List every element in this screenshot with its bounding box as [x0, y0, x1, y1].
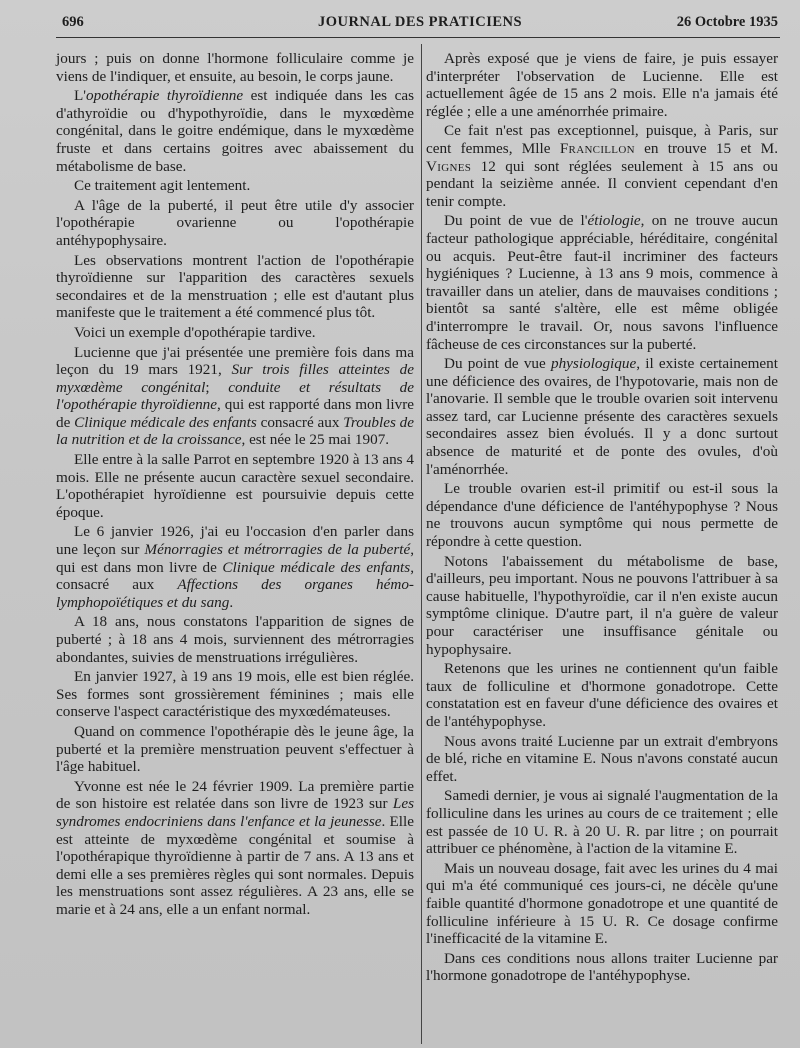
text-run: , est née le 25 mai 1907.	[241, 431, 390, 449]
paragraph: Les observations montrent l'action de l'opothérapie thyroïdienne sur l'apparition des caractères sexuels secondaires et de la menstruation ; elle est d'autant plus manifeste que le traitement a été commencé plus tôt.	[56, 251, 414, 322]
author-name: Vignes	[426, 157, 472, 175]
text-run: 12 qui sont réglées seulement à 15 ans ou pendant la seizième année. Il convient cependant d'en tenir compte.	[426, 157, 778, 210]
paragraph: Notons l'abaissement du métabolisme de base, d'ailleurs, peu important. Nous ne pouvons l'attribuer à sa cause habituelle, l'hypothyroïdie, car il n'en existe aucun symptôme clinique. D'autre part, il n'a guère de valeur pour caractériser une insuffisance génitale ou hypophysaire.	[426, 552, 778, 658]
running-header	[62, 14, 778, 38]
paragraph: Après exposé que je viens de faire, je puis essayer d'interpréter l'observation de Lucienne. Elle est actuellement âgée de 15 ans 2 mois. Elle n'a jamais été réglée ; elle a une aménorrhée primaire.	[426, 50, 778, 120]
italic-title: Sur trois filles atteintes de myxœdème congénital	[56, 361, 414, 396]
text-run: . Elle est atteinte de myxœdème congénital et soumise à l'opothérapique thyroïdienne à partir de 7 ans. A 13 ans et demi elle a ses premières règles qui sont normales. Depuis les menstruations sont assez régulières. A 23 ans, elle se marie et à 24 ans, elle a un enfant normal.	[56, 812, 414, 918]
paragraph: Dans ces conditions nous allons traiter Lucienne par l'hormone gonadotrope de l'antéhypophyse.	[426, 949, 778, 985]
italic-title: Affections des organes hémo-lymphopoïétiques et du sang	[56, 576, 414, 611]
author-name: Francillon	[559, 139, 635, 157]
italic-title: Les syndromes endocriniens dans l'enfance et la jeunesse	[56, 795, 414, 830]
text-run: , qui est dans mon livre de	[56, 541, 414, 576]
paragraph: Voici un exemple d'opothérapie tardive.	[74, 323, 316, 341]
italic-title: Clinique médicale des enfants	[74, 413, 257, 431]
text-run: Du point de vue de l'	[444, 212, 588, 230]
right-column	[426, 50, 778, 987]
text-run: Le 6 janvier 1926, j'ai eu l'occasion d'en parler dans une leçon sur	[56, 523, 414, 559]
paragraph: Retenons que les urines ne contiennent qu'un faible taux de folliculine et d'hormone gonadotrope. Cette constatation est en faveur d'une déficience des ovaires et de l'antéhypophyse.	[426, 660, 778, 730]
column-divider	[421, 44, 422, 1044]
italic-term: opothérapie thyroïdienne	[86, 87, 244, 105]
italic-title: Ménorragies et métrorragies de la puberté	[144, 541, 411, 559]
paragraph	[426, 122, 778, 210]
italic-title: Clinique médicale des enfants	[222, 558, 411, 576]
italic-title: Troubles de la nutrition et de la croissance	[56, 413, 414, 449]
paragraph	[56, 344, 414, 450]
paragraph: Nous avons traité Lucienne par un extrait d'embryons de blé, riche en vitamine E. Nous n'avons constaté aucun effet.	[426, 732, 778, 785]
paragraph: Elle entre à la salle Parrot en septembre 1920 à 13 ans 4 mois. Elle ne présente aucun caractère sexuel secondaire. L'opothérapiet hyroïdienne est poursuivie depuis cette époque.	[56, 451, 414, 521]
paragraph: Ce traitement agit lentement.	[74, 177, 251, 195]
text-run: , consacré aux	[56, 558, 414, 594]
text-run: .	[229, 593, 234, 611]
paragraph: Samedi dernier, je vous ai signalé l'augmentation de la folliculine dans les urines au cours de ce traitement ; elle est passée de 10 U. R. à 20 U. R. par litre ; on pourrait attribuer ce phénomène, à l'action de la vitamine E.	[426, 787, 778, 858]
issue-date: 26 Octobre 1935	[676, 14, 778, 30]
text-run: ;	[205, 378, 229, 396]
paragraph	[426, 212, 778, 353]
text-run: est indiquée dans les cas d'athyroïdie ou d'hypothyroïdie, dans le myxœdème congénital, dans le goitre endémique, dans le myxœdème fruste et dans certains goitres avec abaissement du métabolisme de base.	[56, 87, 414, 175]
italic-title: conduite et résultats de l'opothérapie thyroïdienne	[56, 378, 414, 414]
text-run: consacré aux	[256, 413, 344, 431]
paragraph	[56, 87, 414, 175]
text-run: Ce fait n'est pas exceptionnel, puisque, à Paris, sur cent femmes, Mlle	[426, 122, 778, 157]
italic-term: physiologique	[550, 355, 637, 373]
header-rule	[56, 37, 780, 38]
page-number: 696	[62, 14, 84, 30]
paragraph: A 18 ans, nous constatons l'apparition de signes de puberté ; à 18 ans 4 mois, surviennent des métrorragies abondantes, suivies de menstruations irrégulières.	[56, 613, 414, 666]
text-run: L'	[74, 87, 87, 105]
paragraph: Le trouble ovarien est-il primitif ou est-il sous la dépendance d'une déficience de l'antéhypophyse ? Nous ne trouvons aucun symptôme qui nous permette de répondre à cette question.	[426, 480, 778, 551]
paragraph	[56, 523, 414, 611]
text-run: , il existe certainement une déficience des ovaires, de l'hypotovarie, mais non de l'anovarie. Il semble que le trouble ovarien soit intervenu assez tard, car Lucienne présente des caractères sexuels secondaires assez bien évolués. Il y a donc surtout absence de maturité et de ponte des ovules, d'où l'aménorrhée.	[426, 355, 778, 478]
paragraph: A l'âge de la puberté, il peut être utile d'y associer l'opothérapie ovarienne ou l'opothérapie antéhypophysaire.	[56, 196, 414, 249]
left-column	[56, 50, 414, 921]
text-run: Lucienne que j'ai présentée une première fois dans ma leçon du 19 mars 1921,	[56, 343, 414, 379]
text-run: , on ne trouve aucun facteur pathologique appréciable, héréditaire, congénital ou acquis. Peut-être faut-il incriminer des facteurs hygiéniques ? Lucienne, à 13 ans 9 mois, commence à travailler dans un atelier, dans de mauvaises conditions ; bientôt sa santé s'altère, elle est même obligée d'interrompre le travail. Or, nous savons l'influence fâcheuse de ces circonstances sur la puberté.	[426, 212, 778, 353]
paragraph: En janvier 1927, à 19 ans 19 mois, elle est bien réglée. Ses formes sont grossièrement féminines ; mais elle conserve l'aspect caractéristique des myxœdémateuses.	[56, 668, 414, 721]
paragraph: Quand on commence l'opothérapie dès le jeune âge, la puberté et la première menstruation peuvent s'effectuer à l'âge habituel.	[56, 722, 414, 776]
text-run: , qui est rapporté dans mon livre de	[56, 396, 415, 431]
text-run: Yvonne est née le 24 février 1909. La première partie de son histoire est relatée dans son livre de 1923 sur	[56, 777, 414, 813]
paragraph	[56, 778, 414, 919]
paragraph	[426, 355, 778, 478]
italic-term: étiologie	[587, 212, 641, 230]
journal-title: JOURNAL DES PRATICIENS	[317, 14, 523, 30]
text-run: en trouve 15 et M.	[634, 139, 778, 157]
text-run: Du point de vue	[444, 355, 551, 373]
paragraph: Mais un nouveau dosage, fait avec les urines du 4 mai qui m'a été communiqué ces jours-ci, ne décèle qu'une faible quantité d'hormone gonadotrope et une quantité de folliculine inférieure à 15 U. R. Ce dosage confirme l'inefficacité de la vitamine E.	[426, 859, 778, 948]
paragraph: jours ; puis on donne l'hormone folliculaire comme je viens de l'indiquer, et ensuite, au besoin, le corps jaune.	[56, 50, 414, 85]
